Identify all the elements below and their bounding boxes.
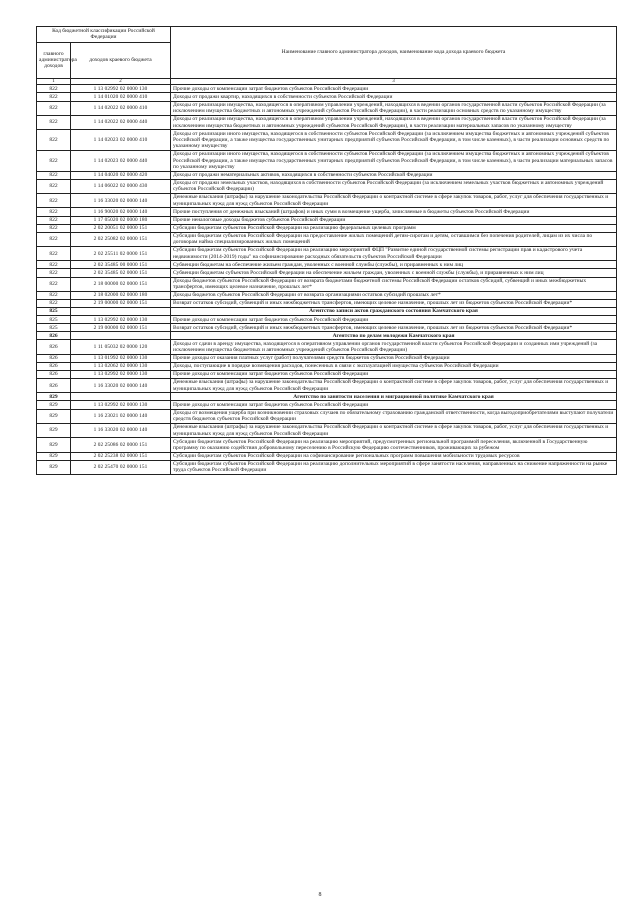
- income-code-cell: 2 18 00000 02 0000 151: [71, 277, 171, 291]
- table-row: [37, 261, 617, 269]
- table-row: [37, 340, 617, 354]
- table-row: [37, 130, 617, 151]
- table-row: [37, 224, 617, 232]
- income-code-cell: 2 19 00000 02 0000 151: [71, 324, 171, 332]
- income-code-cell: 2 02 25238 02 0000 151: [71, 452, 171, 460]
- column-number: 2: [71, 78, 171, 85]
- table-row: [37, 115, 617, 129]
- income-code-cell: 2 19 00000 02 0000 151: [71, 300, 171, 308]
- income-code-cell: 1 14 06022 02 0000 430: [71, 179, 171, 193]
- table-row: [37, 362, 617, 370]
- income-code-cell: 1 14 02022 02 0000 440: [71, 115, 171, 129]
- income-code-cell: 2 02 25470 02 0000 151: [71, 460, 171, 474]
- table-row: [37, 423, 617, 437]
- income-code-cell: 1 16 33020 02 0000 140: [71, 194, 171, 208]
- income-name-cell: Доходы от продажи нематериальных активов, находящихся в собственности субъектов Российской Федерации: [171, 171, 617, 179]
- table-row: [37, 171, 617, 179]
- admin-code-cell: 829: [37, 409, 71, 423]
- income-name-cell: Возврат остатков субсидий, субвенций и иных межбюджетных трансфертов, имеющих целевое назначение, прошлых лет из бюджетов субъектов Российской Федерации*: [171, 300, 617, 308]
- income-code-cell: 1 14 01020 02 0000 410: [71, 93, 171, 101]
- table-row: [37, 316, 617, 324]
- header-code-column: доходов краевого бюджета: [71, 42, 171, 78]
- income-name-cell: Субсидии бюджетам субъектов Российской Федерации на предоставление жилых помещений детям-сиротам и детям, оставшимся без попечения родителей, лицам из их числа по договорам найма специализированных жилых помещений: [171, 232, 617, 246]
- income-code-cell: 2 18 02000 02 0000 180: [71, 291, 171, 299]
- income-code-cell: [71, 332, 171, 340]
- table-body: [37, 85, 617, 475]
- income-name-cell: Прочие доходы от компенсации затрат бюджетов субъектов Российской Федерации: [171, 370, 617, 378]
- income-code-cell: 2 02 35485 02 0000 151: [71, 269, 171, 277]
- header-column-numbers: [37, 78, 617, 85]
- income-name-cell: Доходы бюджетов субъектов Российской Федерации от возврата бюджетами бюджетной системы Российской Федерации остатков субсидий, субвенций и иных межбюджетных трансфертов, имеющих целевое назначение, прошлых лет*: [171, 277, 617, 291]
- income-code-cell: 1 13 02992 02 0000 130: [71, 401, 171, 409]
- income-name-cell: Денежные взыскания (штрафы) за нарушение законодательства Российской Федерации о контрактной системе в сфере закупок товаров, работ, услуг для обеспечения государственных и муниципальных нужд для нужд субъектов Российской Федерации: [171, 194, 617, 208]
- income-name-cell: Прочие неналоговые доходы бюджетов субъектов Российской Федерации: [171, 216, 617, 224]
- income-name-cell: Субсидии бюджетам субъектов Российской Федерации на реализацию мероприятий ФЦП "Развитие единой государственной системы регистрации прав и кадастрового учета недвижимости (2014-2019) годы" на софинансирование расходных обязательств субъектов Российской Федерации: [171, 247, 617, 261]
- income-code-cell: 1 16 90020 02 0000 140: [71, 208, 171, 216]
- table-row: [37, 438, 617, 452]
- income-name-cell: Агентство по занятости населения и миграционной политике Камчатского края: [171, 393, 617, 401]
- income-code-cell: 1 11 05032 02 0000 120: [71, 340, 171, 354]
- income-name-cell: Доходы, поступающие в порядке возмещения расходов, понесенных в связи с эксплуатацией имущества субъектов Российской Федерации: [171, 362, 617, 370]
- table-row: [37, 179, 617, 193]
- income-name-cell: Возврат остатков субсидий, субвенций и иных межбюджетных трансфертов, имеющих целевое назначение, прошлых лет из бюджетов субъектов Российской Федерации*: [171, 324, 617, 332]
- admin-code-cell: 822: [37, 130, 71, 151]
- table-row: [37, 452, 617, 460]
- admin-code-cell: 829: [37, 438, 71, 452]
- section-row: [37, 308, 617, 316]
- admin-code-cell: 826: [37, 379, 71, 393]
- admin-code-cell: 822: [37, 232, 71, 246]
- header-admin-column: главного администратора доходов: [37, 42, 71, 78]
- table-row: [37, 409, 617, 423]
- document-page: [36, 26, 616, 475]
- income-code-cell: 1 16 33020 02 0000 140: [71, 379, 171, 393]
- income-name-cell: Субвенции бюджетам субъектов Российской Федерации на обеспечение жильем граждан, уволенных с военной службы (службы), и приравненных к ним лиц: [171, 269, 617, 277]
- table-row: [37, 277, 617, 291]
- income-name-cell: Агентство по делам молодежи Камчатского края: [171, 332, 617, 340]
- admin-code-cell: 826: [37, 354, 71, 362]
- table-row: [37, 269, 617, 277]
- admin-code-cell: 822: [37, 179, 71, 193]
- admin-code-cell: 829: [37, 452, 71, 460]
- income-name-cell: Доходы от сдачи в аренду имущества, находящегося в оперативном управлении органов государственной власти субъектов Российской Федерации и созданных ими учреждений (за исключением имущества бюджетных и автономных учреждений субъектов Российской Федерации): [171, 340, 617, 354]
- income-name-cell: Прочие доходы от компенсации затрат бюджетов субъектов Российской Федерации: [171, 85, 617, 93]
- admin-code-cell: 822: [37, 101, 71, 115]
- budget-codes-table: [36, 26, 617, 475]
- admin-code-cell: 829: [37, 393, 71, 401]
- table-row: [37, 208, 617, 216]
- admin-code-cell: 826: [37, 340, 71, 354]
- table-row: [37, 401, 617, 409]
- income-name-cell: Прочие доходы от компенсации затрат бюджетов субъектов Российской Федерации: [171, 401, 617, 409]
- header-name-column: Наименование главного администратора доходов, наименование кода дохода краевого бюджета: [171, 27, 617, 79]
- section-row: [37, 393, 617, 401]
- table-row: [37, 150, 617, 171]
- table-header: [37, 27, 617, 85]
- income-code-cell: 2 02 25086 02 0000 151: [71, 438, 171, 452]
- income-code-cell: 1 14 04020 02 0000 420: [71, 171, 171, 179]
- admin-code-cell: 822: [37, 216, 71, 224]
- income-code-cell: 1 17 05020 02 0000 180: [71, 216, 171, 224]
- income-name-cell: Агентство записи актов гражданского состояния Камчатского края: [171, 308, 617, 316]
- income-name-cell: Субсидии бюджетам субъектов Российской Федерации на реализацию федеральных целевых программ: [171, 224, 617, 232]
- income-name-cell: Доходы от продажи квартир, находящихся в собственности субъектов Российской Федерации: [171, 93, 617, 101]
- admin-code-cell: 822: [37, 208, 71, 216]
- admin-code-cell: 822: [37, 171, 71, 179]
- income-name-cell: Доходы от возмещения ущерба при возникновении страховых случаев по обязательному страхованию гражданской ответственности, когда выгодоприобретателями выступают получатели средств бюджетов субъектов Российской Федерации: [171, 409, 617, 423]
- income-name-cell: Прочие поступления от денежных взысканий (штрафов) и иных сумм в возмещение ущерба, зачисляемые в бюджеты субъектов Российской Федерации: [171, 208, 617, 216]
- income-code-cell: [71, 308, 171, 316]
- admin-code-cell: 822: [37, 150, 71, 171]
- table-row: [37, 247, 617, 261]
- income-code-cell: 1 13 02992 02 0000 130: [71, 316, 171, 324]
- admin-code-cell: 826: [37, 362, 71, 370]
- admin-code-cell: 822: [37, 247, 71, 261]
- admin-code-cell: 822: [37, 194, 71, 208]
- table-row: [37, 324, 617, 332]
- admin-code-cell: 822: [37, 85, 71, 93]
- column-number: 3: [171, 78, 617, 85]
- admin-code-cell: 825: [37, 316, 71, 324]
- income-name-cell: Доходы от продажи земельных участков, находящихся в собственности субъектов Российской Федерации (за исключением земельных участков бюджетных и автономных учреждений субъектов Российской Федерации): [171, 179, 617, 193]
- income-code-cell: 1 16 33020 02 0000 140: [71, 423, 171, 437]
- section-row: [37, 332, 617, 340]
- income-code-cell: 1 14 02022 02 0000 410: [71, 101, 171, 115]
- income-name-cell: Прочие доходы от компенсации затрат бюджетов субъектов Российской Федерации: [171, 316, 617, 324]
- admin-code-cell: 822: [37, 269, 71, 277]
- income-name-cell: Доходы от реализации иного имущества, находящегося в собственности субъектов Российской Федерации (за исключением имущества бюджетных и автономных учреждений субъектов Российской Федерации, а также имущества государственных унитарных предприятий субъектов Российской Федерации, в том числе казенных), в части реализации материальных запасов по указанному имуществу: [171, 150, 617, 171]
- admin-code-cell: 822: [37, 261, 71, 269]
- admin-code-cell: 826: [37, 332, 71, 340]
- table-row: [37, 232, 617, 246]
- admin-code-cell: 822: [37, 300, 71, 308]
- table-row: [37, 291, 617, 299]
- admin-code-cell: 822: [37, 115, 71, 129]
- admin-code-cell: 829: [37, 401, 71, 409]
- income-name-cell: Доходы от реализации иного имущества, находящегося в собственности субъектов Российской Федерации (за исключением имущества бюджетных и автономных учреждений субъектов Российской Федерации, а также имущества государственных унитарных предприятий субъектов Российской Федерации, в том числе казенных), в части реализации основных средств по указанному имуществу: [171, 130, 617, 151]
- admin-code-cell: 829: [37, 423, 71, 437]
- table-row: [37, 216, 617, 224]
- income-name-cell: Денежные взыскания (штрафы) за нарушение законодательства Российской Федерации о контрактной системе в сфере закупок товаров, работ, услуг для обеспечения государственных и муниципальных нужд для нужд субъектов Российской Федерации: [171, 379, 617, 393]
- admin-code-cell: 822: [37, 277, 71, 291]
- income-name-cell: Прочие доходы от оказания платных услуг (работ) получателями средств бюджетов субъектов Российской Федерации: [171, 354, 617, 362]
- income-name-cell: Доходы бюджетов субъектов Российской Федерации от возврата организациями остатков субсидий прошлых лет*: [171, 291, 617, 299]
- table-row: [37, 101, 617, 115]
- admin-code-cell: 826: [37, 370, 71, 378]
- income-code-cell: 1 14 02023 02 0000 440: [71, 150, 171, 171]
- income-code-cell: [71, 393, 171, 401]
- income-code-cell: 1 13 01992 02 0000 130: [71, 354, 171, 362]
- income-name-cell: Субвенции бюджетам на обеспечение жильем граждан, уволенных с военной службы (службы), и приравненных к ним лиц: [171, 261, 617, 269]
- page-number: 8: [318, 892, 322, 898]
- table-row: [37, 300, 617, 308]
- income-name-cell: Доходы от реализации имущества, находящегося в оперативном управлении учреждений, находящихся в ведении органов государственной власти субъектов Российской Федерации (за исключением имущества бюджетных и автономных учреждений субъектов Российской Федерации), в части реализации основных средств по указанному имуществу: [171, 101, 617, 115]
- admin-code-cell: 822: [37, 224, 71, 232]
- income-code-cell: 2 02 20051 02 0000 151: [71, 224, 171, 232]
- admin-code-cell: 822: [37, 93, 71, 101]
- income-code-cell: 2 02 25082 02 0000 151: [71, 232, 171, 246]
- income-code-cell: 2 02 35485 00 0000 151: [71, 261, 171, 269]
- table-row: [37, 354, 617, 362]
- admin-code-cell: 825: [37, 324, 71, 332]
- income-name-cell: Денежные взыскания (штрафы) за нарушение законодательства Российской Федерации о контрактной системе в сфере закупок товаров, работ, услуг для обеспечения государственных и муниципальных нужд для нужд субъектов Российской Федерации: [171, 423, 617, 437]
- table-row: [37, 379, 617, 393]
- income-code-cell: 1 14 02023 02 0000 410: [71, 130, 171, 151]
- income-name-cell: Субсидии бюджетам субъектов Российской Федерации на софинансирование региональных программ повышения мобильности трудовых ресурсов: [171, 452, 617, 460]
- income-name-cell: Субсидии бюджетам субъектов Российской Федерации на реализацию мероприятий, предусмотренных региональной программой переселения, включенной в Государственную программу по оказанию содействия добровольному переселению в Российскую Федерацию соотечественников, проживающих за рубежом: [171, 438, 617, 452]
- admin-code-cell: 822: [37, 291, 71, 299]
- income-code-cell: 1 13 02992 02 0000 130: [71, 85, 171, 93]
- income-name-cell: Субсидии бюджетам субъектов Российской Федерации на реализацию дополнительных мероприятий в сфере занятости населения, направленных на снижение напряженности на рынке труда субъектов Российской Федерации: [171, 460, 617, 474]
- table-row: [37, 194, 617, 208]
- income-code-cell: 2 02 25511 02 0000 151: [71, 247, 171, 261]
- table-row: [37, 460, 617, 474]
- income-code-cell: 1 13 02992 02 0000 130: [71, 370, 171, 378]
- table-row: [37, 370, 617, 378]
- column-number: 1: [37, 78, 71, 85]
- table-row: [37, 93, 617, 101]
- income-name-cell: Доходы от реализации имущества, находящегося в оперативном управлении учреждений, находящихся в ведении органов государственной власти субъектов Российской Федерации (за исключением имущества бюджетных и автономных учреждений субъектов Российской Федерации), в части реализации материальных запасов по указанному имуществу: [171, 115, 617, 129]
- income-code-cell: 1 16 23021 02 0000 140: [71, 409, 171, 423]
- admin-code-cell: 825: [37, 308, 71, 316]
- header-group-label: Код бюджетной классификации Российской Федерации: [37, 27, 171, 43]
- income-code-cell: 1 13 02062 02 0000 130: [71, 362, 171, 370]
- admin-code-cell: 829: [37, 460, 71, 474]
- table-row: [37, 85, 617, 93]
